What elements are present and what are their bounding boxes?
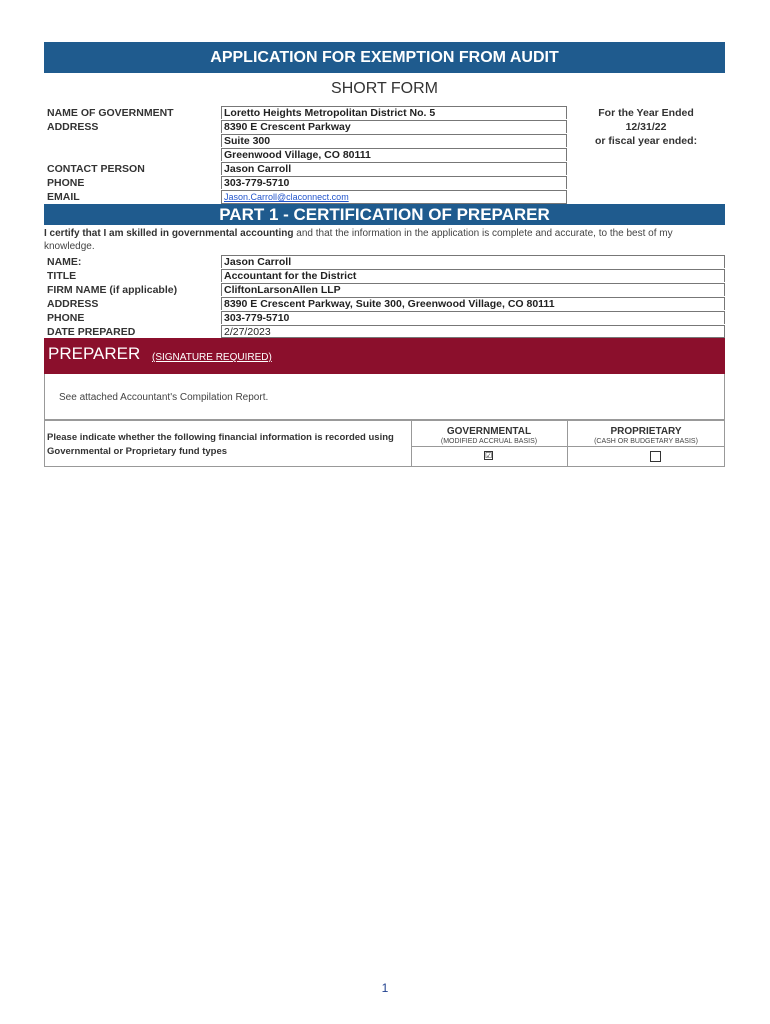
proprietary-heading: PROPRIETARY — [610, 426, 682, 437]
preparer-title-field[interactable]: Accountant for the District — [221, 269, 725, 282]
form-title-banner: APPLICATION FOR EXEMPTION FROM AUDIT — [44, 42, 725, 73]
governmental-checkbox[interactable] — [484, 451, 493, 460]
certification-rest: and that the information in the application is complete and accurate, to the best of my knowledge. — [44, 228, 673, 252]
preparer-address-field[interactable]: 8390 E Crescent Parkway, Suite 300, Greenwood Village, CO 80111 — [221, 297, 725, 310]
fund-type-question: Please indicate whether the following financial information is recorded using Governmental or Proprietary fund types — [47, 432, 394, 457]
governmental-cell — [411, 421, 568, 466]
label-preparer-name: NAME: — [47, 256, 82, 268]
address-line2-field[interactable]: Suite 300 — [221, 134, 567, 147]
compilation-report-note: See attached Accountant's Compilation Report. — [59, 392, 269, 403]
firm-name-field[interactable]: CliftonLarsonAllen LLP — [221, 283, 725, 296]
email-link[interactable]: Jason.Carroll@claconnect.com — [224, 192, 349, 202]
signature-area[interactable] — [44, 374, 725, 420]
proprietary-cell — [568, 421, 724, 466]
date-prepared-field[interactable]: 2/27/2023 — [221, 325, 725, 338]
year-ended-block — [570, 106, 722, 148]
label-phone: PHONE — [47, 177, 85, 189]
label-email: EMAIL — [47, 191, 80, 203]
form-subtitle: SHORT FORM — [331, 80, 438, 97]
address-line1-field[interactable]: 8390 E Crescent Parkway — [221, 120, 567, 133]
grid-divider — [411, 446, 724, 447]
address-line3-field[interactable]: Greenwood Village, CO 80111 — [221, 148, 567, 161]
preparer-heading: PREPARER — [48, 344, 141, 363]
certification-bold: I certify that I am skilled in governmental accounting — [44, 228, 294, 239]
part1-heading: PART 1 - CERTIFICATION OF PREPARER — [44, 204, 725, 225]
year-ended-date: 12/31/22 — [625, 121, 667, 133]
label-date-prepared: DATE PREPARED — [47, 326, 136, 338]
preparer-signature-band — [44, 338, 725, 374]
fiscal-year-label: or fiscal year ended: — [594, 135, 698, 147]
check-mark-icon: ☑ — [485, 451, 493, 460]
label-address: ADDRESS — [47, 121, 99, 133]
fund-type-question-cell — [45, 421, 412, 466]
preparer-name-field[interactable]: Jason Carroll — [221, 255, 725, 268]
year-ended-label: For the Year Ended — [598, 107, 694, 119]
page-number: 1 — [381, 981, 389, 995]
governmental-heading: GOVERNMENTAL — [446, 426, 532, 437]
government-name-field[interactable]: Loretto Heights Metropolitan District No. 5 — [221, 106, 567, 119]
label-preparer-address: ADDRESS — [47, 298, 99, 310]
fund-type-table — [44, 420, 725, 467]
label-firm-name: FIRM NAME (if applicable) — [47, 284, 178, 296]
certification-statement — [44, 227, 724, 253]
signature-required-note: (SIGNATURE REQUIRED) — [152, 352, 272, 363]
governmental-subheading: (MODIFIED ACCRUAL BASIS) — [440, 438, 538, 445]
label-preparer-title: TITLE — [47, 270, 77, 282]
preparer-phone-field[interactable]: 303-779-5710 — [221, 311, 725, 324]
contact-person-field[interactable]: Jason Carroll — [221, 162, 567, 175]
phone-field[interactable]: 303-779-5710 — [221, 176, 567, 189]
label-contact-person: CONTACT PERSON — [47, 163, 145, 175]
label-preparer-phone: PHONE — [47, 312, 85, 324]
email-field[interactable] — [221, 190, 567, 204]
proprietary-checkbox[interactable] — [650, 451, 661, 462]
label-name-of-government: NAME OF GOVERNMENT — [47, 107, 174, 119]
proprietary-subheading: (CASH OR BUDGETARY BASIS) — [594, 438, 698, 445]
